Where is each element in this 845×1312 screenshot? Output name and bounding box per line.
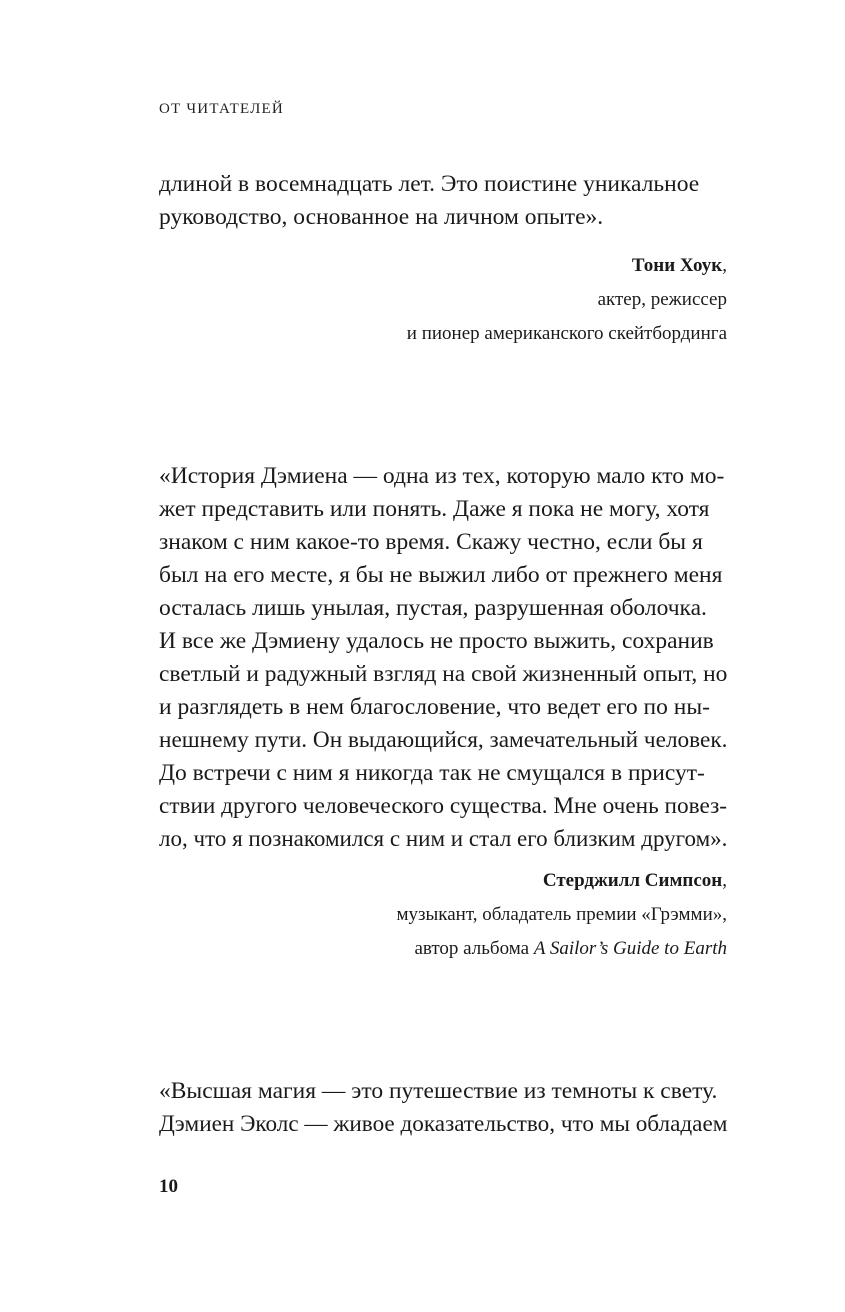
quote2-line-8: и разглядеть в нем благословение, что ведет его по ны- (159, 694, 710, 720)
quote1-author-line (632, 252, 727, 280)
quote1-role-line-1: актер, режиссер (597, 289, 727, 310)
quote1-line-1: длиной в восемнадцать лет. Это поистине уникальное (159, 171, 700, 197)
quote2-line-7: светлый и радужный взгляд на свой жизненный опыт, но (159, 661, 728, 687)
running-head: ОТ ЧИТАТЕЛЕЙ (159, 101, 284, 117)
quote2-line-6: И все же Дэмиену удалось не просто выжить, сохранив (159, 628, 714, 654)
quote2-author-comma: , (722, 870, 727, 891)
quote2-author: Стерджилл Симпсон (542, 870, 723, 891)
quote2-line-1: «История Дэмиена — одна из тех, которую мало кто мо- (159, 463, 725, 489)
quote2-line-9: нешнему пути. Он выдающийся, замечательный человек. (159, 727, 728, 753)
quote1-author: Тони Хоук (631, 255, 723, 276)
quote2-line-10: До встречи с ним я никогда так не смущался в присут- (159, 760, 705, 786)
quote1-author-comma: , (722, 255, 727, 276)
quote1-line-2: руководство, основанное на личном опыте». (159, 204, 604, 230)
quote2-line-4: был на его месте, я бы не выжил либо от прежнего меня (159, 562, 723, 588)
quote2-role-prefix: автор альбома (414, 938, 534, 959)
quote2-line-3: знаком с ним какое-то время. Скажу честно, если бы я (159, 529, 703, 555)
quote2-album-title: A Sailor’s Guide to Earth (533, 938, 727, 959)
quote2-author-line (543, 867, 727, 895)
quote2-line-5: осталась лишь унылая, пустая, разрушенная оболочка. (159, 595, 707, 621)
page-number: 10 (159, 1176, 178, 1197)
quote2-line-2: жет представить или понять. Даже я пока не могу, хотя (159, 496, 710, 522)
quote2-line-12: ло, что я познакомился с ним и стал его близким другом». (159, 826, 728, 852)
quote3-line-2: Дэмиен Эколс — живое доказательство, что мы обладаем (159, 1111, 728, 1137)
quote2-role-line-1: музыкант, обладатель премии «Грэмми», (396, 904, 727, 925)
quote3-line-1: «Высшая магия — это путешествие из темноты к свету. (159, 1078, 718, 1104)
quote1-role-line-2: и пионер американского скейтбординга (406, 323, 727, 344)
quote2-line-11: ствии другого человеческого существа. Мне очень повез- (159, 793, 727, 819)
quote2-role-line-2 (414, 935, 727, 963)
